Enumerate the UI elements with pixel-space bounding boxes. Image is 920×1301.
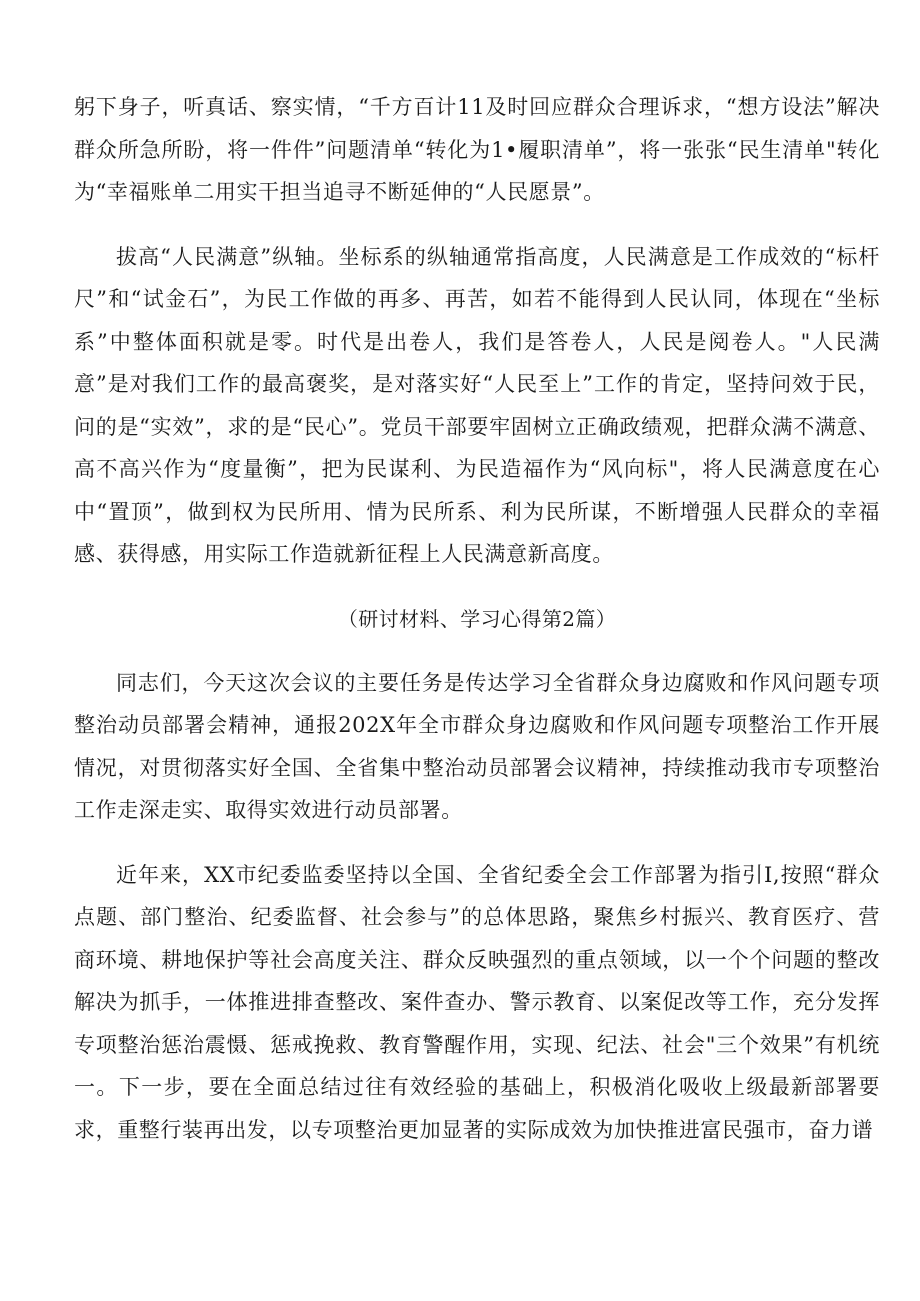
paragraph-recent-years: 近年来，XX市纪委监委坚持以全国、全省纪委全会工作部署为指引I,按照“群众点题、部门整治、纪委监督、社会参与”的总体思路，聚焦乡村振兴、教育医疗、营商环境、耕地保护等社会高度关注、群众反映强烈的重点领域，以一个个问题的整改解决为抓手，一体推进排查整改、案件查办、警示教育、以案促改等工作，充分发挥专项整治惩治震慑、惩戒挽救、教育警醒作用，实现、纪法、社会"三个效果”有机统一。下一步，要在全面总结过往有效经验的基础上，积极消化吸收上级最新部署要求，重整行装再出发，以专项整治更加显著的实际成效为加快推进富民强市，奋力谱 <box>74 862 880 1142</box>
paragraph-continuation: 躬下身子，听真话、察实情，“千方百计11及时回应群众合理诉求，“想方设法”解决群众所急所盼，将一件件”问题清单“转化为1•履职清单”，将一张张“民生清单"转化为“幸福账单二用实干担当追寻不断延伸的“人民愿景”。 <box>74 95 880 204</box>
paragraph-people-satisfaction: 拔高“人民满意”纵轴。坐标系的纵轴通常指高度，人民满意是工作成效的“标杆尺”和“试金石”，为民工作做的再多、再苦，如若不能得到人民认同，体现在“坐标系”中整体面积就是零。时代是出卷人，我们是答卷人，人民是阅卷人。"人民满意”是对我们工作的最高褒奖，是对落实好“人民至上”工作的肯定，坚持问效于民，问的是“实效”，求的是“民心”。党员干部要牢固树立正确政绩观，把群众满不满意、高不高兴作为“度量衡”，把为民谋利、为民造福作为“风向标"，将人民满意度在心中“置顶”，做到权为民所用、情为民所系、利为民所谋，不断增强人民群众的幸福感、获得感，用实际工作造就新征程上人民满意新高度。 <box>74 244 880 566</box>
paragraph-meeting-intro: 同志们，今天这次会议的主要任务是传达学习全省群众身边腐败和作风问题专项整治动员部署会精神，通报202X年全市群众身边腐败和作风问题专项整治工作开展情况，对贯彻落实好全国、全省集中整治动员部署会议精神，持续推动我市专项整治工作走深走实、取得实效进行动员部署。 <box>74 670 880 822</box>
document-page <box>74 86 880 1151</box>
section-heading: （研讨材料、学习心得第2篇） <box>337 606 617 631</box>
